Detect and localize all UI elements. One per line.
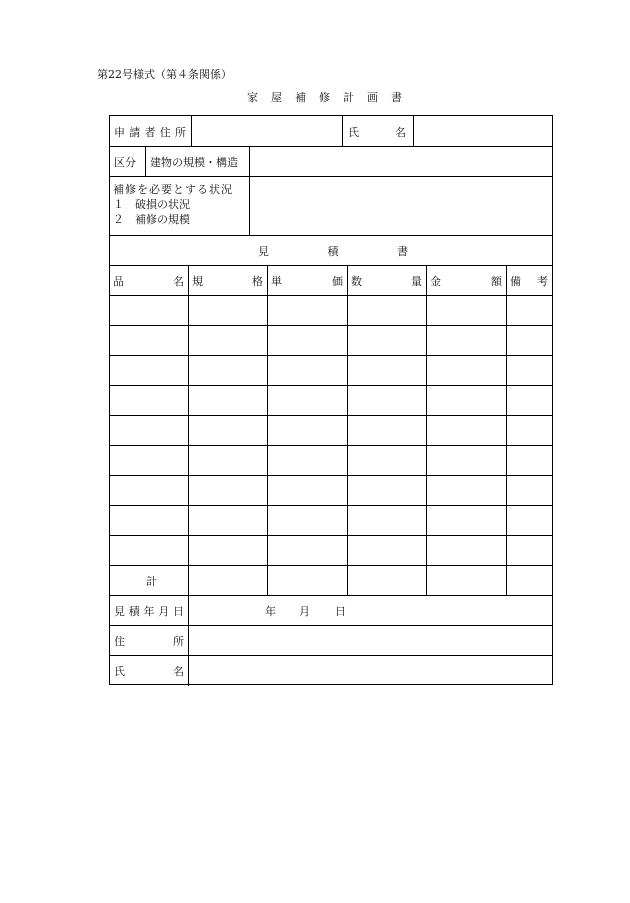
estimate-cell-amount[interactable] (427, 416, 507, 445)
estimate-row (110, 416, 552, 446)
estimator-address-label: 住 所 (114, 635, 184, 648)
estimator-name-row (110, 656, 552, 686)
estimate-cell-quantity[interactable] (348, 386, 427, 415)
column-header-label: 備 考 (510, 275, 548, 288)
estimate-cell-remarks[interactable] (507, 536, 552, 565)
column-header-label: 単 価 (271, 275, 343, 288)
estimate-row (110, 386, 552, 416)
estimate-cell-specification[interactable] (189, 386, 268, 415)
estimate-row (110, 476, 552, 506)
estimate-cell-quantity[interactable] (348, 446, 427, 475)
repair-status-heading: 補修を必要とする状況 (113, 183, 233, 196)
estimate-cell-specification[interactable] (189, 326, 268, 355)
day-label: 日 (335, 605, 346, 618)
repair-status-row (110, 177, 552, 236)
applicant-row (110, 116, 552, 147)
estimate-cell-quantity[interactable] (348, 326, 427, 355)
estimate-cell-unit-price[interactable] (268, 416, 348, 445)
estimator-name-field[interactable] (189, 656, 552, 686)
category-label-cell (110, 147, 146, 176)
estimate-row (110, 296, 552, 326)
estimate-cell-amount[interactable] (427, 356, 507, 385)
estimate-row (110, 326, 552, 356)
estimate-cell-quantity[interactable] (348, 566, 427, 595)
estimate-cell-unit-price[interactable] (268, 356, 348, 385)
repair-status-field[interactable] (250, 177, 552, 235)
estimate-cell-quantity[interactable] (348, 536, 427, 565)
estimator-address-label-cell (110, 626, 189, 655)
estimate-section-title: 見 積 書 (258, 245, 408, 258)
estimate-cell-amount[interactable] (427, 476, 507, 505)
estimate-cell-specification[interactable] (189, 416, 268, 445)
estimate-cell-item-name[interactable] (110, 356, 189, 385)
estimate-cell-amount[interactable] (427, 386, 507, 415)
column-header-unit-price (268, 266, 348, 295)
estimate-cell-remarks[interactable] (507, 296, 552, 325)
estimate-cell-remarks[interactable] (507, 356, 552, 385)
estimate-cell-specification[interactable] (189, 356, 268, 385)
estimate-cell-quantity[interactable] (348, 416, 427, 445)
applicant-name-field[interactable] (414, 116, 552, 146)
building-label-cell (146, 147, 250, 176)
estimate-date-row (110, 596, 552, 626)
estimate-cell-item-name[interactable] (110, 386, 189, 415)
applicant-address-label: 申 請 者 住 所 (114, 126, 186, 139)
estimate-cell-unit-price[interactable] (268, 326, 348, 355)
building-structure-field[interactable] (250, 147, 552, 176)
estimate-cell-remarks[interactable] (507, 506, 552, 535)
estimate-cell-quantity[interactable] (348, 476, 427, 505)
document-title: 家屋補修計画書 (247, 91, 415, 104)
form-number: 第22号様式（第４条関係） (97, 68, 232, 81)
column-header-specification (189, 266, 268, 295)
estimate-cell-item-name[interactable] (110, 506, 189, 535)
estimate-cell-specification[interactable] (189, 476, 268, 505)
applicant-address-field[interactable] (192, 116, 343, 146)
estimator-name-label-cell (110, 656, 189, 686)
estimate-cell-item-name[interactable] (110, 296, 189, 325)
month-label: 月 (299, 605, 310, 618)
estimate-cell-amount[interactable] (427, 446, 507, 475)
estimate-cell-item-name[interactable] (110, 326, 189, 355)
estimate-date-label: 見 積 年 月 日 (114, 605, 184, 618)
estimate-cell-quantity[interactable] (348, 356, 427, 385)
estimate-cell-remarks[interactable] (507, 416, 552, 445)
estimate-cell-remarks[interactable] (507, 566, 552, 595)
estimate-row (110, 536, 552, 566)
estimate-header-row (110, 266, 552, 296)
estimate-cell-unit-price[interactable] (268, 386, 348, 415)
building-structure-label: 建物の規模・構造 (150, 156, 238, 169)
estimate-cell-item-name[interactable] (110, 476, 189, 505)
estimate-cell-unit-price[interactable] (268, 296, 348, 325)
estimate-cell-amount[interactable] (427, 566, 507, 595)
estimate-row (110, 446, 552, 476)
estimator-address-row (110, 626, 552, 656)
estimate-cell-unit-price[interactable] (268, 536, 348, 565)
estimate-cell-specification[interactable] (189, 296, 268, 325)
estimate-cell-specification[interactable] (189, 566, 268, 595)
estimate-cell-item-name[interactable] (110, 416, 189, 445)
estimator-name-label: 氏 名 (114, 665, 184, 678)
column-header-label: 数 量 (351, 275, 422, 288)
form-frame (109, 115, 553, 685)
column-header-label: 品 名 (113, 275, 184, 288)
estimate-cell-item-name[interactable] (110, 536, 189, 565)
column-header-label: 規 格 (192, 275, 263, 288)
estimate-cell-amount[interactable] (427, 296, 507, 325)
applicant-name-label-cell (343, 116, 414, 146)
estimate-cell-remarks[interactable] (507, 476, 552, 505)
estimate-cell-remarks[interactable] (507, 386, 552, 415)
column-header-remarks (507, 266, 552, 295)
year-label: 年 (265, 605, 276, 618)
repair-status-item-scale: ２ 補修の規模 (113, 213, 190, 226)
total-label: 計 (146, 575, 157, 588)
column-header-amount (427, 266, 507, 295)
category-row (110, 147, 552, 177)
estimate-date-label-cell (110, 596, 189, 625)
estimate-cell-unit-price[interactable] (268, 446, 348, 475)
estimate-cell-quantity[interactable] (348, 296, 427, 325)
estimate-total-row (110, 566, 552, 596)
estimate-cell-unit-price[interactable] (268, 476, 348, 505)
applicant-name-label: 氏 名 (348, 126, 406, 139)
column-header-item-name (110, 266, 189, 295)
estimate-cell-item-name[interactable] (110, 446, 189, 475)
estimate-cell-quantity[interactable] (348, 506, 427, 535)
estimate-cell-amount[interactable] (427, 536, 507, 565)
estimate-date-field[interactable] (189, 596, 552, 625)
estimate-row (110, 506, 552, 536)
estimate-cell-remarks[interactable] (507, 446, 552, 475)
estimate-title-row (110, 236, 552, 266)
estimate-cell-unit-price[interactable] (268, 506, 348, 535)
estimate-cell-remarks[interactable] (507, 326, 552, 355)
estimate-cell-specification[interactable] (189, 536, 268, 565)
column-header-quantity (348, 266, 427, 295)
estimate-cell-unit-price[interactable] (268, 566, 348, 595)
estimate-row (110, 356, 552, 386)
estimator-address-field[interactable] (189, 626, 552, 655)
estimate-cell-item-name (110, 566, 189, 595)
applicant-address-label-cell (110, 116, 192, 146)
category-label: 区分 (114, 156, 136, 169)
estimate-cell-specification[interactable] (189, 506, 268, 535)
estimate-cell-amount[interactable] (427, 506, 507, 535)
repair-status-item-damage: １ 破損の状況 (113, 198, 190, 211)
estimate-cell-amount[interactable] (427, 326, 507, 355)
estimate-cell-specification[interactable] (189, 446, 268, 475)
column-header-label: 金 額 (430, 275, 502, 288)
repair-status-label-cell (110, 177, 250, 235)
